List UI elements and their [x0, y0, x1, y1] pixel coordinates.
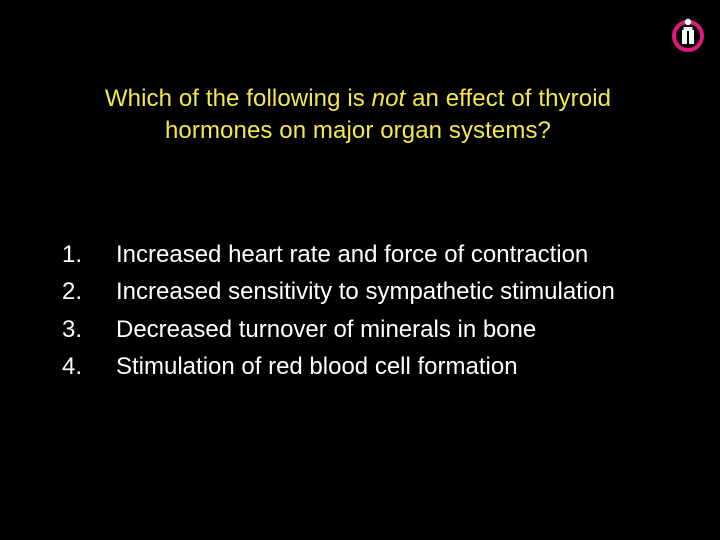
answer-text: Increased heart rate and force of contraction — [116, 240, 589, 268]
answer-number: 1. — [62, 240, 83, 268]
answer-number: 4. — [62, 353, 83, 381]
question-emphasis: not — [371, 85, 406, 112]
answer-number: 3. — [62, 315, 83, 343]
pharmacology-logo-icon — [670, 16, 706, 52]
answer-text: Increased sensitivity to sympathetic stimulation — [116, 278, 615, 306]
question-text-start: Which of the following is — [104, 85, 372, 112]
question-line-2: hormones on major organ systems? — [164, 117, 552, 144]
answer-option-3[interactable] — [62, 311, 615, 349]
question-text-end: an effect of thyroid — [405, 85, 612, 112]
answer-option-1[interactable] — [62, 236, 615, 274]
question-text — [20, 83, 696, 147]
question-line-1 — [20, 83, 696, 115]
answer-number: 2. — [62, 278, 83, 306]
answer-option-4[interactable] — [62, 349, 615, 387]
answer-list — [62, 236, 615, 386]
answer-text: Decreased turnover of minerals in bone — [116, 315, 537, 343]
answer-text: Stimulation of red blood cell formation — [116, 353, 518, 381]
answer-option-2[interactable] — [62, 274, 615, 312]
